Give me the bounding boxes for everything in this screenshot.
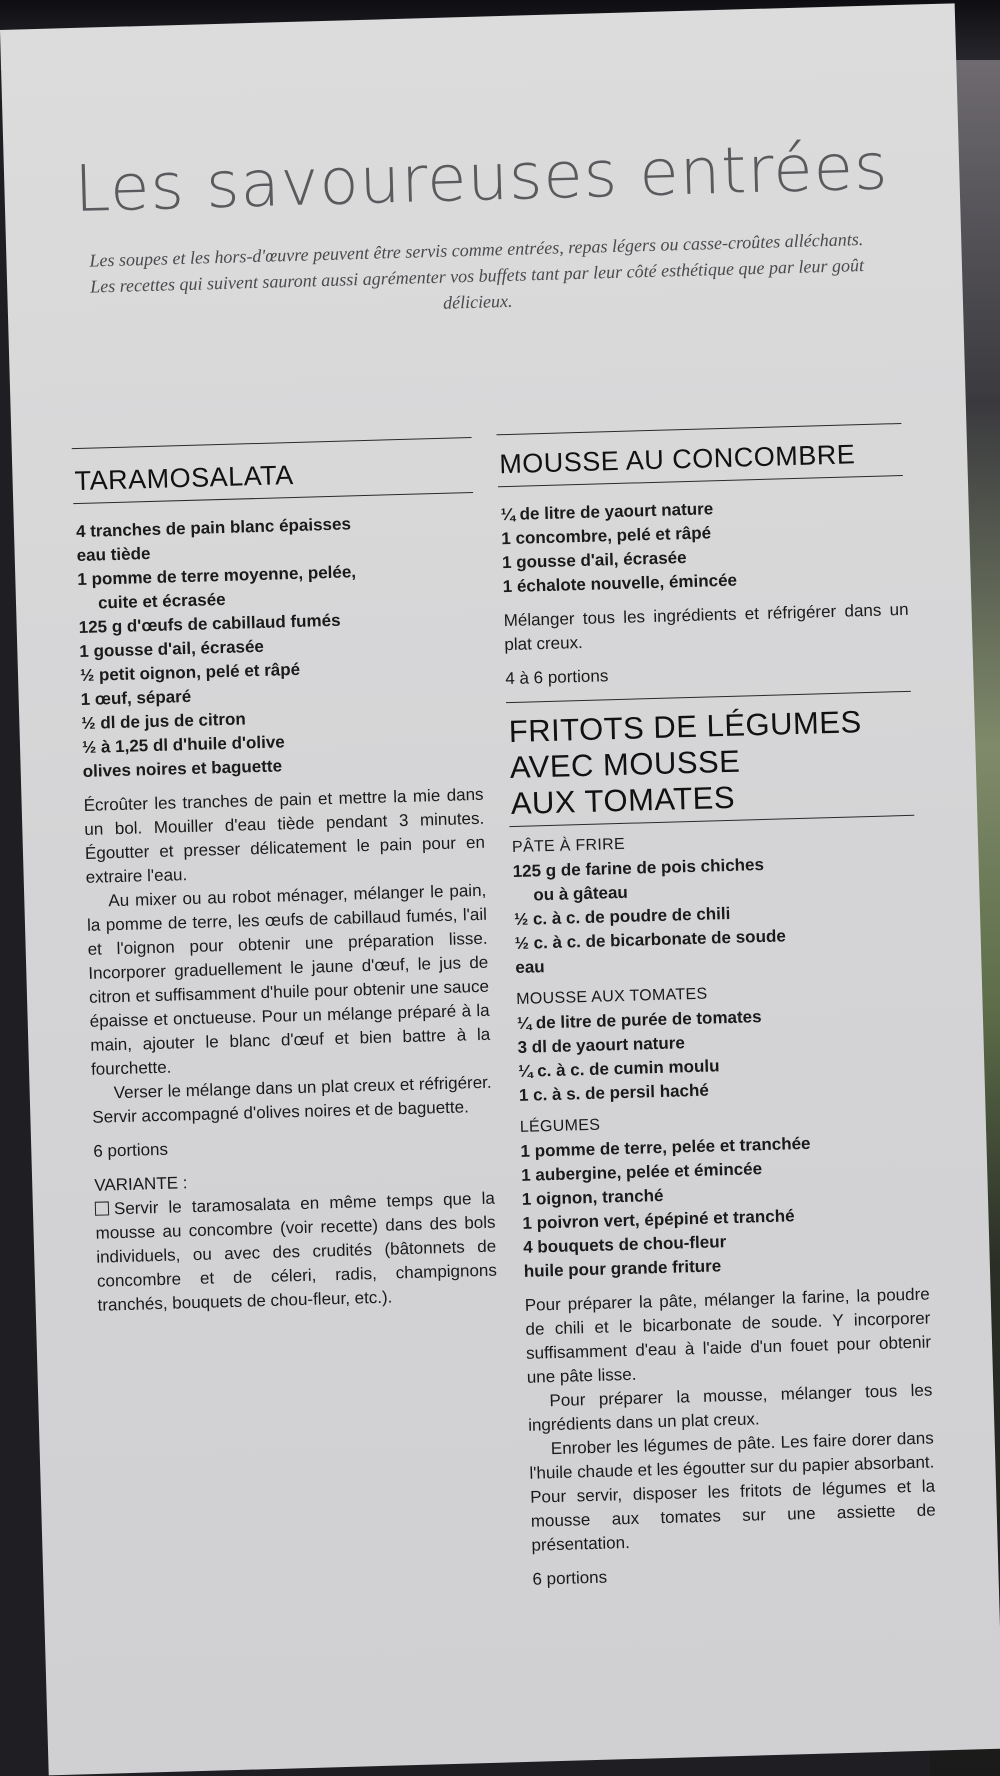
ingredient: ¼ de litre de purée de tomates: [516, 1007, 762, 1033]
section-label-legumes: LÉGUMES: [519, 1116, 601, 1136]
method-paragraph: Pour préparer la mousse, mélanger tous les ingrédients dans un plat creux.: [527, 1380, 933, 1435]
ingredient: ½ dl de jus de citron: [81, 709, 246, 733]
taramosalata-column: [76, 509, 498, 1318]
heading-line: FRITOTS DE LÉGUMES: [508, 704, 863, 750]
portions: 6 portions: [93, 1139, 169, 1161]
ingredients-list: [76, 509, 483, 784]
ingredient: 1 poivron vert, épépiné et tranché: [522, 1206, 795, 1233]
ingredient: ou à gâteau: [533, 882, 629, 905]
method-paragraph: Verser le mélange dans un plat creux et réfrigérer. Servir accompagné d'olives noires et de baguette.: [92, 1072, 492, 1127]
ingredient: 1 pomme de terre moyenne, pelée,: [77, 562, 357, 590]
ingredient: ½ petit oignon, pelé et râpé: [79, 659, 301, 686]
ingredient: 4 bouquets de chou-fleur: [522, 1232, 727, 1257]
rule-top-right: [496, 423, 901, 435]
method-paragraph: Mélanger tous les ingrédients et réfrigérer dans un plat creux.: [503, 599, 909, 655]
method-paragraph: Écroûter les tranches de pain et mettre la mie dans un bol. Mouiller d'eau tiède pendant 3 minutes. Égoutter et presser délicatement le pain pour en extraire l'eau.: [83, 784, 486, 887]
rule-top-left: [72, 437, 472, 449]
recipe-heading-fritots: [508, 704, 864, 822]
ingredient: 125 g de farine de pois chiches: [512, 854, 765, 882]
method-paragraph: Au mixer ou au robot ménager, mélanger le pain, la pomme de terre, les œufs de cabillaud fumés, l'ail et l'oignon pour obtenir une préparation lisse. Incorporer graduellement le jaune d'œuf, le jus de citron et suffisamment d'huile pour obtenir une sauce épaisse et onctueuse. Pour un mélange préparé à la main, ajouter le blanc d'œuf et bien battre à la fourchette.: [86, 880, 491, 1079]
recipe-heading-taramosalata: TARAMOSALATA: [74, 459, 295, 497]
mousse-column: [500, 492, 910, 691]
ingredient: 1 œuf, séparé: [80, 686, 192, 710]
ingredient: 1 aubergine, pelée et émincée: [520, 1159, 763, 1185]
ingredient: ¼ c. à c. de cumin moulu: [518, 1056, 720, 1081]
ingredient: 125 g d'œufs de cabillaud fumés: [78, 610, 341, 638]
variante-label: VARIANTE :: [94, 1173, 188, 1195]
section-label-mousse-tomates: MOUSSE AUX TOMATES: [516, 985, 708, 1008]
portions: 4 à 6 portions: [505, 666, 609, 689]
ingredient: 1 pomme de terre, pelée et tranchée: [520, 1133, 811, 1161]
ingredient: cuite et écrasée: [97, 589, 226, 613]
checkbox-square-icon: [95, 1201, 109, 1215]
ingredient: eau: [515, 957, 545, 977]
variante-body: Servir le taramosalata en même temps que la mousse au concombre (voir recette) dans des bols individuels, ou avec des crudités (bâtonnets de concombre et de céleri, radis, champignons tranchés, bouquets de chou-fleur, etc.).: [95, 1188, 498, 1315]
intro-text: Les soupes et les hors-d'œuvre peuvent être servis comme entrées, repas légers ou casse-croûtes alléchants. Les recettes qui suivent sauront aussi agrémenter vos buffets tant par leur côté esthétique que par leur goût délicieux.: [89, 228, 865, 313]
ingredient: 1 gousse d'ail, écrasée: [501, 548, 687, 573]
heading-line: AVEC MOUSSE: [509, 743, 741, 786]
ingredient: 4 tranches de pain blanc épaisses: [75, 514, 352, 542]
recipe-page: [0, 3, 1000, 1775]
ingredient: olives noires et baguette: [82, 756, 283, 781]
ingredient: 1 c. à s. de persil haché: [518, 1080, 710, 1105]
heading-line: AUX TOMATES: [510, 779, 736, 822]
ingredient: eau tiède: [76, 544, 151, 566]
ingredient: 3 dl de yaourt nature: [517, 1033, 686, 1057]
method-paragraph: Enrober les légumes de pâte. Les faire dorer dans l'huile chaude et les égoutter sur du papier absorbant. Pour servir, disposer les fritots de légumes et la mousse aux tomates sur une assiette de présentation.: [529, 1428, 936, 1555]
ingredient: ½ à 1,25 dl d'huile d'olive: [81, 732, 285, 757]
section-label-pate: PÂTE À FRIRE: [511, 835, 626, 857]
ingredient: 1 oignon, tranché: [521, 1185, 664, 1209]
ingredient: huile pour grande friture: [523, 1256, 722, 1281]
ingredient: ½ c. à c. de bicarbonate de soude: [514, 926, 787, 953]
variante-text: [95, 1187, 498, 1318]
ingredient: 1 concombre, pelé et râpé: [501, 523, 712, 549]
ingredient: 1 gousse d'ail, écrasée: [79, 636, 265, 662]
recipe-heading-mousse: MOUSSE AU CONCOMBRE: [498, 439, 856, 480]
fritots-column: [512, 825, 938, 1592]
portions: 6 portions: [532, 1567, 608, 1589]
page-title: Les savoureuses entrées: [73, 130, 890, 227]
ingredient: ½ c. à c. de poudre de chili: [513, 903, 731, 929]
ingredient: ¼ de litre de yaourt nature: [500, 499, 714, 525]
method-paragraph: Pour préparer la pâte, mélanger la farine, la poudre de chili et le bicarbonate de soude. Y incorporer suffisamment d'eau à l'aide d'un fouet pour obtenir une pâte lisse.: [524, 1284, 932, 1387]
rule-above-fritots: [506, 691, 911, 703]
ingredient: 1 échalote nouvelle, émincée: [502, 570, 738, 597]
